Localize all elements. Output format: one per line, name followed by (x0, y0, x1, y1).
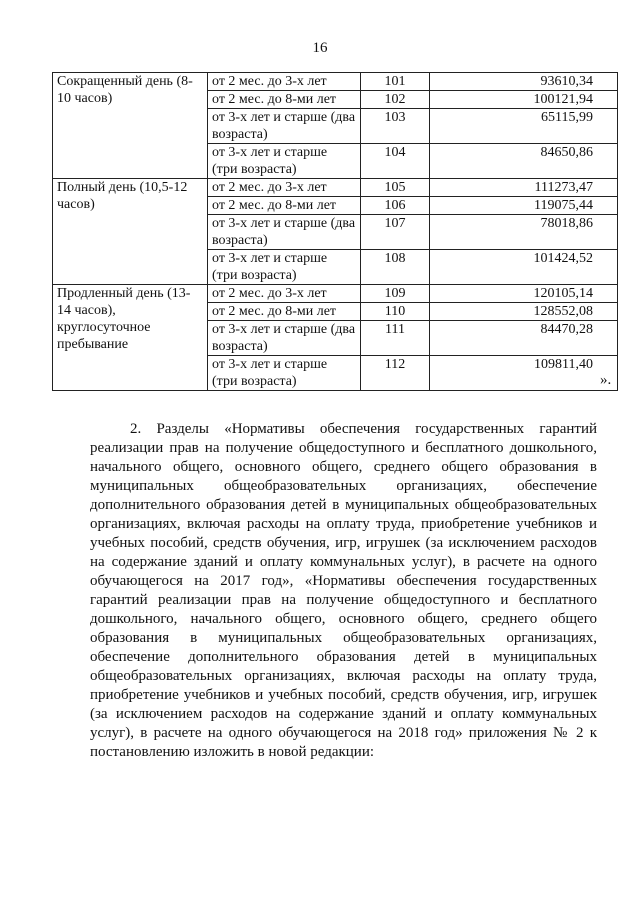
value-cell: 119075,44 (430, 197, 618, 215)
age-cell: от 2 мес. до 8-ми лет (208, 303, 361, 321)
table-row (53, 285, 618, 303)
code-cell: 101 (361, 73, 430, 91)
closing-quote: ». (600, 372, 612, 388)
value-cell: 109811,40 (430, 356, 618, 391)
age-cell: от 3-х лет и старше (три возраста) (208, 144, 361, 179)
code-cell: 106 (361, 197, 430, 215)
normatives-table (52, 72, 618, 391)
table-row (53, 179, 618, 197)
value-cell: 84650,86 (430, 144, 618, 179)
code-cell: 104 (361, 144, 430, 179)
table-row (53, 73, 618, 91)
group-label: Полный день (10,5-12 часов) (53, 179, 208, 285)
code-cell: 107 (361, 215, 430, 250)
code-cell: 111 (361, 321, 430, 356)
age-cell: от 2 мес. до 3-х лет (208, 285, 361, 303)
age-cell: от 3-х лет и старше (два возраста) (208, 321, 361, 356)
value-cell: 78018,86 (430, 215, 618, 250)
group-label: Сокращенный день (8-10 часов) (53, 73, 208, 179)
value-cell: 65115,99 (430, 109, 618, 144)
code-cell: 103 (361, 109, 430, 144)
code-cell: 112 (361, 356, 430, 391)
age-cell: от 3-х лет и старше (два возраста) (208, 215, 361, 250)
value-cell: 100121,94 (430, 91, 618, 109)
age-cell: от 2 мес. до 8-ми лет (208, 91, 361, 109)
value-cell: 120105,14 (430, 285, 618, 303)
value-cell: 128552,08 (430, 303, 618, 321)
age-cell: от 3-х лет и старше (три возраста) (208, 250, 361, 285)
age-cell: от 3-х лет и старше (три возраста) (208, 356, 361, 391)
code-cell: 105 (361, 179, 430, 197)
code-cell: 102 (361, 91, 430, 109)
age-cell: от 3-х лет и старше (два возраста) (208, 109, 361, 144)
value-cell: 84470,28 (430, 321, 618, 356)
age-cell: от 2 мес. до 8-ми лет (208, 197, 361, 215)
code-cell: 110 (361, 303, 430, 321)
body-paragraph: 2. Разделы «Нормативы обеспечения государственных гарантий реализации прав на получение общедоступного и бесплатного дошкольного, начального общего, основного общего, среднего общего образования в муниципальных общеобразовательных организациях, обеспечение дополнительного образования детей в муниципальных общеобразовательных организациях, включая расходы на оплату труда, приобретение учебников и учебных пособий, средств обучения, игр, игрушек (за исключением расходов на содержание зданий и оплату коммунальных услуг), в расчете на одного обучающегося на 2017 год», «Нормативы обеспечения государственных гарантий реализации прав на получение общедоступного и бесплатного дошкольного, начального общего, основного общего, среднего общего образования в муниципальных общеобразовательных организациях, обеспечение дополнительного образования детей в муниципальных общеобразовательных организациях, включая расходы на оплату труда, приобретение учебников и учебных пособий, средств обучения, игр, игрушек (за исключением расходов на содержание зданий и оплату коммунальных услуг), в расчете на одного обучающегося на 2018 год» приложения № 2 к постановлению изложить в новой редакции: (90, 421, 597, 760)
page-number: 16 (312, 40, 328, 56)
age-cell: от 2 мес. до 3-х лет (208, 73, 361, 91)
value-cell: 101424,52 (430, 250, 618, 285)
age-cell: от 2 мес. до 3-х лет (208, 179, 361, 197)
code-cell: 109 (361, 285, 430, 303)
code-cell: 108 (361, 250, 430, 285)
group-label: Продленный день (13-14 часов), круглосуточное пребывание (53, 285, 208, 391)
value-cell: 93610,34 (430, 73, 618, 91)
value-cell: 111273,47 (430, 179, 618, 197)
